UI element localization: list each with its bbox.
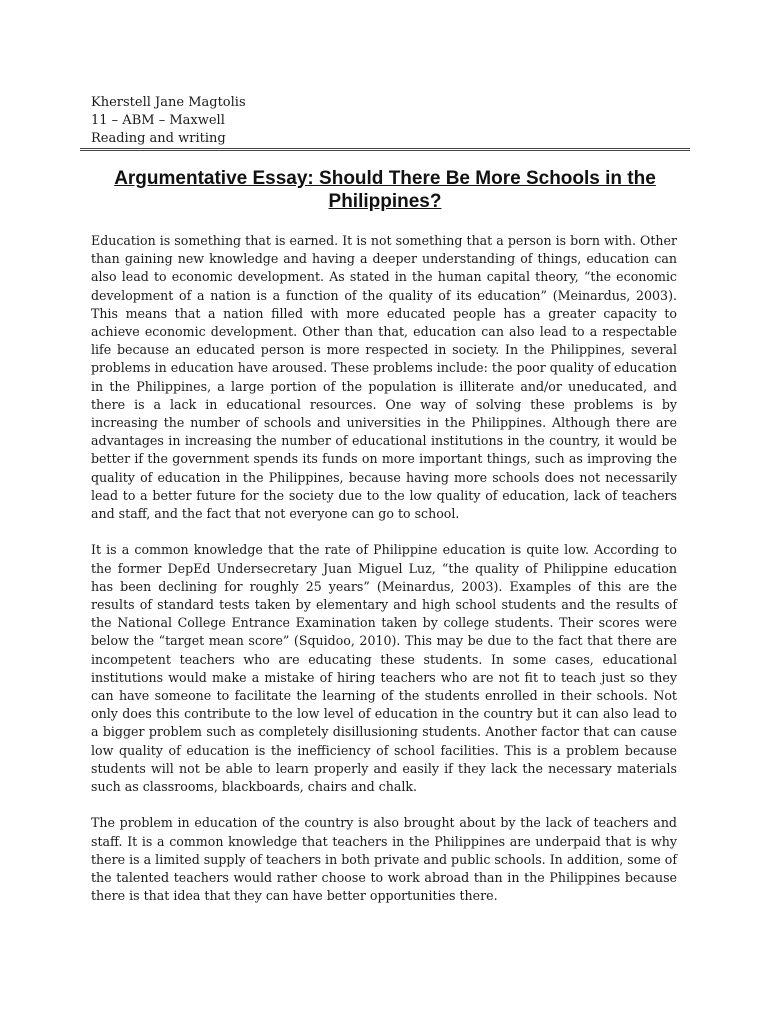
paragraph-3: The problem in education of the country is also brought about by the lack of teachers and staff. It is a common knowledge that teachers in the Philippines are underpaid that is why there is a limited supply of teachers in both private and public schools. In addition, some of the talented teachers would rather choose to work abroad than in the Philippines because there is that idea that they can have better opportunities there. <box>91 815 677 904</box>
header-divider <box>80 148 690 151</box>
author-name: Kherstell Jane Magtolis <box>91 95 246 110</box>
paragraph-2: It is a common knowledge that the rate of Philippine education is quite low. According to the former DepEd Undersecretary Juan Miguel Luz, “the quality of Philippine education has been declining for roughly 25 years” (Meinardus, 2003). Examples of this are the results of standard tests taken by elementary and high school students and the results of the National College Entrance Examination taken by college students. Their scores were below the “target mean score” (Squidoo, 2010). This may be due to the fact that there are incompetent teachers who are educating these students. In some cases, educational institutions would make a mistake of hiring teachers who are not fit to teach just so they can have someone to facilitate the learning of the students enrolled in their schools. Not only does this contribute to the low level of education in the country but it can also lead to a bigger problem such as completely disillusioning students. Another factor that can cause low quality of education is the inefficiency of school facilities. This is a problem because students will not be able to learn properly and easily if they lack the necessary materials such as classrooms, blackboards, chairs and chalk. <box>91 542 677 795</box>
subject-name: Reading and writing <box>91 131 226 146</box>
document-header <box>91 94 246 148</box>
class-section: 11 – ABM – Maxwell <box>91 113 225 128</box>
essay-body <box>91 232 677 924</box>
essay-title: Argumentative Essay: Should There Be More Schools in the Philippines? <box>114 168 656 212</box>
paragraph-1: Education is something that is earned. It is not something that a person is born with. Other than gaining new knowledge and having a deeper understanding of things, education can also lead to economic development. As stated in the human capital theory, “the economic development of a nation is a function of the quality of its education” (Meinardus, 2003). This means that a nation filled with more educated people has a greater capacity to achieve economic development. Other than that, education can also lead to a respectable life because an educated person is more respected in society. In the Philippines, several problems in education have aroused. These problems include: the poor quality of education in the Philippines, a large portion of the population is illiterate and/or uneducated, and there is a lack in educational resources. One way of solving these problems is by increasing the number of schools and universities in the Philippines. Although there are advantages in increasing the number of educational institutions in the country, it would be better if the government spends its funds on more important things, such as improving the quality of education in the Philippines, because having more schools does not necessarily lead to a better future for the society due to the low quality of education, lack of teachers and staff, and the fact that not everyone can go to school. <box>91 233 677 522</box>
